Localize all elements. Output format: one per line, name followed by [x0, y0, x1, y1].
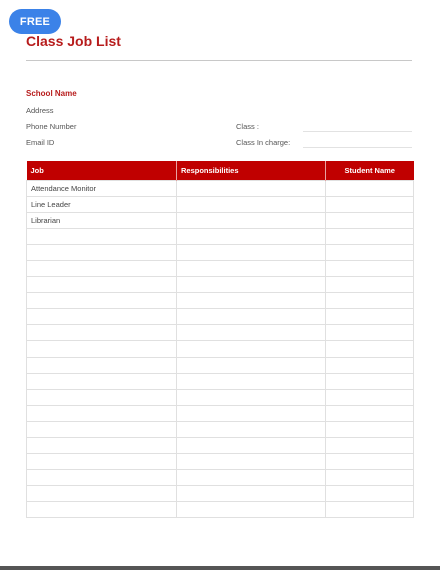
student-name-cell[interactable]: [326, 293, 414, 309]
job-cell[interactable]: [27, 244, 177, 260]
student-name-cell[interactable]: [326, 228, 414, 244]
job-cell[interactable]: Line Leader: [27, 196, 177, 212]
student-name-cell[interactable]: [326, 502, 414, 518]
responsibilities-cell[interactable]: [177, 438, 326, 454]
table-row: [27, 438, 414, 454]
table-row: [27, 228, 414, 244]
responsibilities-cell[interactable]: [177, 341, 326, 357]
student-name-cell[interactable]: [326, 373, 414, 389]
job-cell[interactable]: [27, 486, 177, 502]
table-row: [27, 293, 414, 309]
student-name-cell[interactable]: [326, 357, 414, 373]
job-cell[interactable]: [27, 228, 177, 244]
responsibilities-cell[interactable]: [177, 405, 326, 421]
responsibilities-cell[interactable]: [177, 260, 326, 276]
table-row: [27, 502, 414, 518]
table-row: [27, 454, 414, 470]
student-name-cell[interactable]: [326, 341, 414, 357]
table-row: [27, 309, 414, 325]
student-name-cell[interactable]: [326, 421, 414, 437]
address-label: Address: [26, 106, 54, 115]
job-cell[interactable]: [27, 421, 177, 437]
student-name-cell[interactable]: [326, 389, 414, 405]
job-cell[interactable]: [27, 309, 177, 325]
header-job: Job: [27, 161, 177, 180]
table-body: [27, 180, 414, 518]
page-title: Class Job List: [26, 33, 121, 49]
job-cell[interactable]: [27, 373, 177, 389]
responsibilities-cell[interactable]: [177, 421, 326, 437]
responsibilities-cell[interactable]: [177, 277, 326, 293]
responsibilities-cell[interactable]: [177, 309, 326, 325]
student-name-cell[interactable]: [326, 212, 414, 228]
table-row: [27, 405, 414, 421]
job-cell[interactable]: [27, 470, 177, 486]
student-name-cell[interactable]: [326, 454, 414, 470]
responsibilities-cell[interactable]: [177, 244, 326, 260]
responsibilities-cell[interactable]: [177, 325, 326, 341]
table-row: [27, 325, 414, 341]
job-cell[interactable]: [27, 502, 177, 518]
responsibilities-cell[interactable]: [177, 357, 326, 373]
job-cell[interactable]: [27, 454, 177, 470]
student-name-cell[interactable]: [326, 244, 414, 260]
header-student-name: Student Name: [326, 161, 414, 180]
email-id-label: Email ID: [26, 138, 55, 147]
bottom-bar: [0, 566, 440, 570]
table-row: [27, 277, 414, 293]
job-cell[interactable]: [27, 277, 177, 293]
student-name-cell[interactable]: [326, 486, 414, 502]
job-cell[interactable]: Librarian: [27, 212, 177, 228]
job-cell[interactable]: [27, 438, 177, 454]
class-label: Class :: [236, 122, 259, 131]
responsibilities-cell[interactable]: [177, 212, 326, 228]
class-in-charge-input-line[interactable]: [303, 147, 412, 148]
phone-number-label: Phone Number: [26, 122, 77, 131]
responsibilities-cell[interactable]: [177, 293, 326, 309]
student-name-cell[interactable]: [326, 196, 414, 212]
table-row: [27, 373, 414, 389]
class-input-line[interactable]: [303, 131, 412, 132]
table-row: [27, 341, 414, 357]
responsibilities-cell[interactable]: [177, 373, 326, 389]
job-cell[interactable]: [27, 405, 177, 421]
responsibilities-cell[interactable]: [177, 470, 326, 486]
school-name-label: School Name: [26, 89, 77, 98]
table-row: [27, 244, 414, 260]
table-row: [27, 196, 414, 212]
student-name-cell[interactable]: [326, 180, 414, 196]
job-cell[interactable]: [27, 389, 177, 405]
table-row: [27, 486, 414, 502]
student-name-cell[interactable]: [326, 405, 414, 421]
job-cell[interactable]: [27, 325, 177, 341]
job-cell[interactable]: [27, 260, 177, 276]
responsibilities-cell[interactable]: [177, 454, 326, 470]
student-name-cell[interactable]: [326, 438, 414, 454]
free-badge[interactable]: FREE: [9, 9, 61, 34]
table-header-row: [27, 161, 414, 180]
job-cell[interactable]: [27, 293, 177, 309]
header-responsibilities: Responsibilities: [177, 161, 326, 180]
job-cell[interactable]: [27, 357, 177, 373]
responsibilities-cell[interactable]: [177, 196, 326, 212]
responsibilities-cell[interactable]: [177, 486, 326, 502]
job-list-table: [26, 161, 414, 518]
job-cell[interactable]: [27, 341, 177, 357]
responsibilities-cell[interactable]: [177, 389, 326, 405]
table-row: [27, 260, 414, 276]
student-name-cell[interactable]: [326, 325, 414, 341]
table-row: [27, 470, 414, 486]
responsibilities-cell[interactable]: [177, 228, 326, 244]
student-name-cell[interactable]: [326, 470, 414, 486]
student-name-cell[interactable]: [326, 277, 414, 293]
table-row: [27, 357, 414, 373]
student-name-cell[interactable]: [326, 260, 414, 276]
table-row: [27, 421, 414, 437]
job-cell[interactable]: Attendance Monitor: [27, 180, 177, 196]
class-in-charge-label: Class In charge:: [236, 138, 291, 147]
table-row: [27, 180, 414, 196]
table-row: [27, 212, 414, 228]
student-name-cell[interactable]: [326, 309, 414, 325]
responsibilities-cell[interactable]: [177, 180, 326, 196]
title-divider: [26, 60, 412, 61]
responsibilities-cell[interactable]: [177, 502, 326, 518]
table-row: [27, 389, 414, 405]
